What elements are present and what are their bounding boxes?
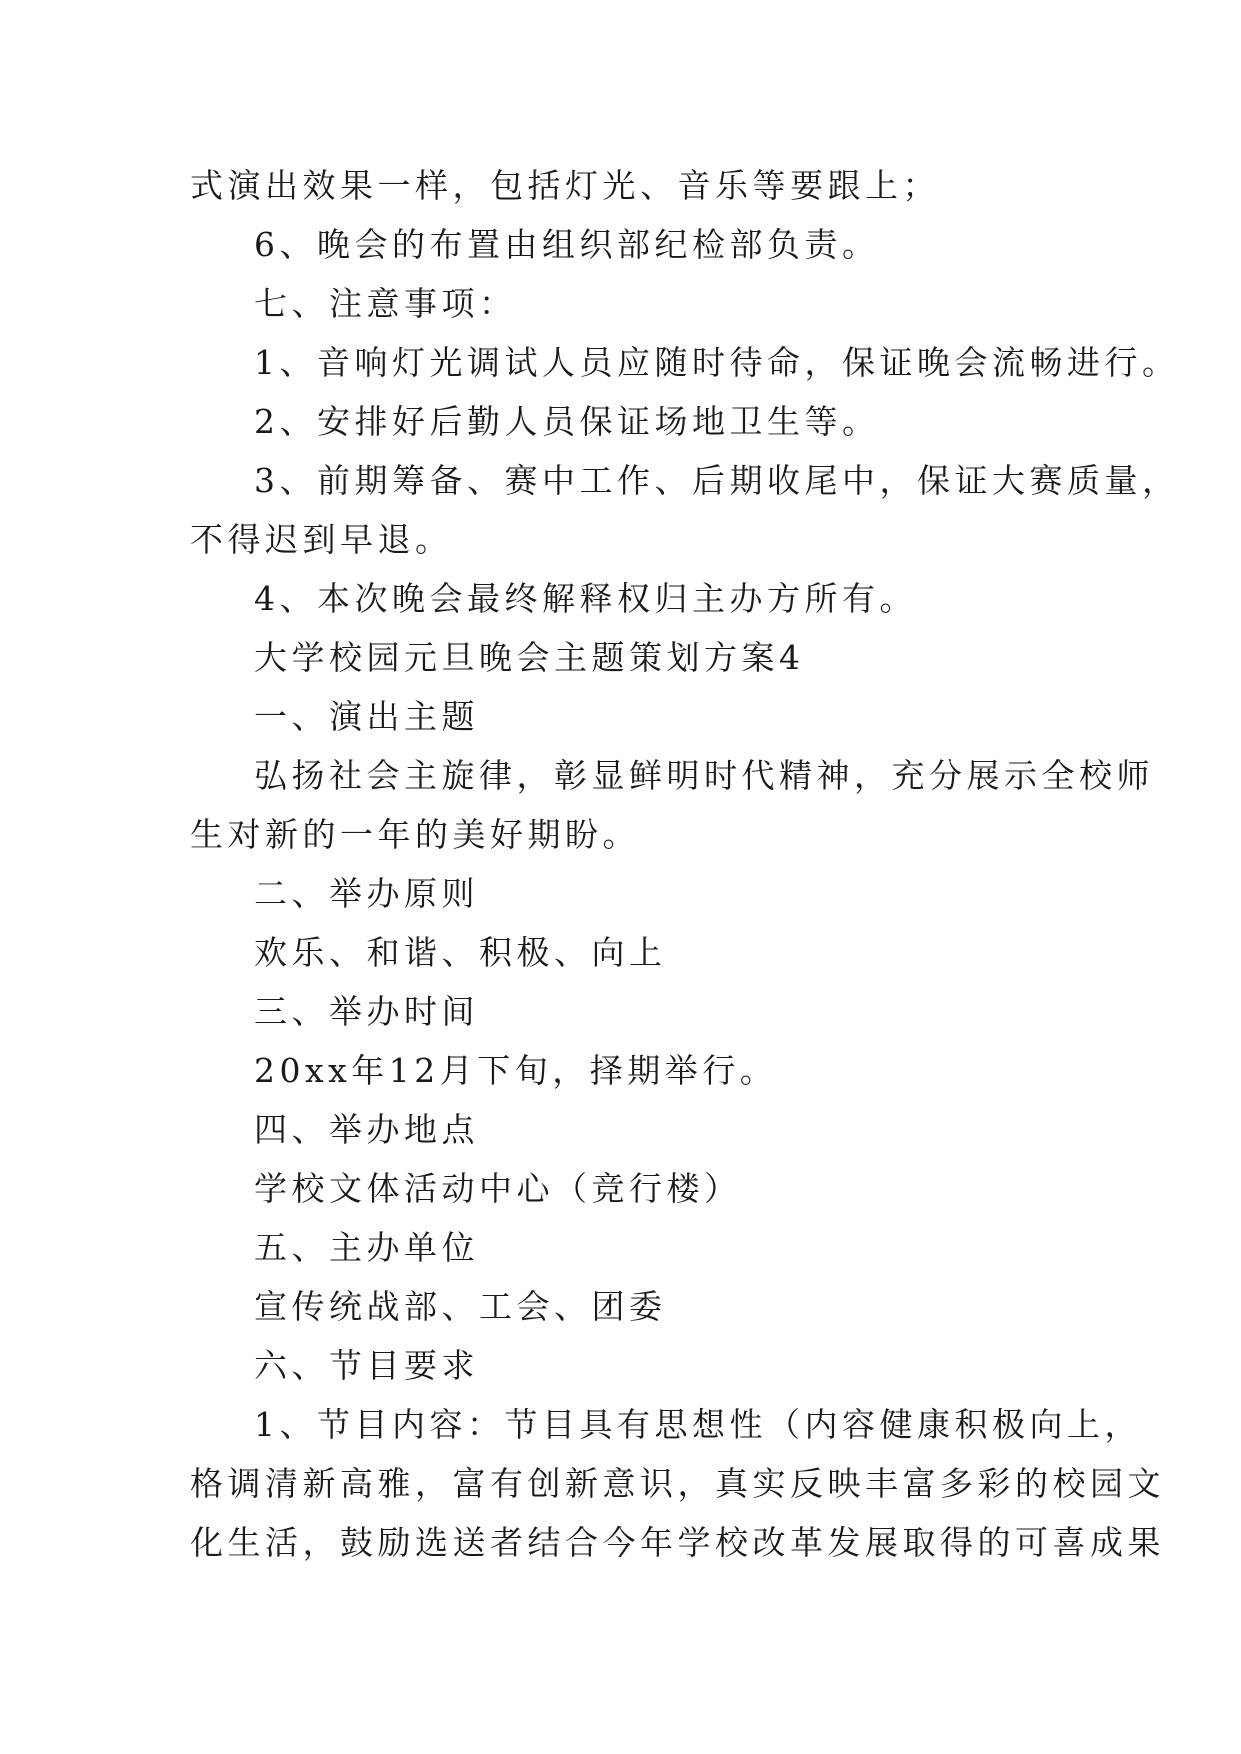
body-text-line: 20xx年12月下旬，择期举行。 xyxy=(254,1051,778,1090)
body-text-line: 生对新的一年的美好期盼。 xyxy=(190,815,640,854)
body-text-line: 学校文体活动中心（竞行楼） xyxy=(254,1169,742,1208)
document-title: 大学校园元旦晚会主题策划方案4 xyxy=(254,638,805,677)
body-text-line: 式演出效果一样，包括灯光、音乐等要跟上； xyxy=(190,166,940,205)
body-text-line: 欢乐、和谐、积极、向上 xyxy=(254,933,667,972)
body-text-line: 化生活，鼓励选送者结合今年学校改革发展取得的可喜成果 xyxy=(190,1523,1165,1562)
section-heading: 三、举办时间 xyxy=(254,992,479,1031)
list-item: 2、安排好后勤人员保证场地卫生等。 xyxy=(254,402,880,441)
body-text-line: 不得迟到早退。 xyxy=(190,520,453,559)
list-item: 6、晚会的布置由组织部纪检部负责。 xyxy=(254,225,880,264)
section-heading: 四、举办地点 xyxy=(254,1110,479,1149)
body-text-line: 宣传统战部、工会、团委 xyxy=(254,1287,667,1326)
list-item: 1、音响灯光调试人员应随时待命，保证晚会流畅进行。 xyxy=(254,343,1180,382)
section-heading: 五、主办单位 xyxy=(254,1228,479,1267)
body-text-line: 格调清新高雅，富有创新意识，真实反映丰富多彩的校园文 xyxy=(190,1464,1165,1503)
body-text-line: 弘扬社会主旋律，彰显鲜明时代精神，充分展示全校师 xyxy=(254,756,1154,795)
section-heading: 二、举办原则 xyxy=(254,874,479,913)
section-heading: 六、节目要求 xyxy=(254,1346,479,1385)
section-heading: 一、演出主题 xyxy=(254,697,479,736)
section-heading: 七、注意事项： xyxy=(254,284,517,323)
list-item: 1、节目内容：节目具有思想性（内容健康积极向上， xyxy=(254,1405,1142,1444)
list-item: 3、前期筹备、赛中工作、后期收尾中，保证大赛质量， xyxy=(254,461,1180,500)
list-item: 4、本次晚会最终解释权归主办方所有。 xyxy=(254,579,917,618)
